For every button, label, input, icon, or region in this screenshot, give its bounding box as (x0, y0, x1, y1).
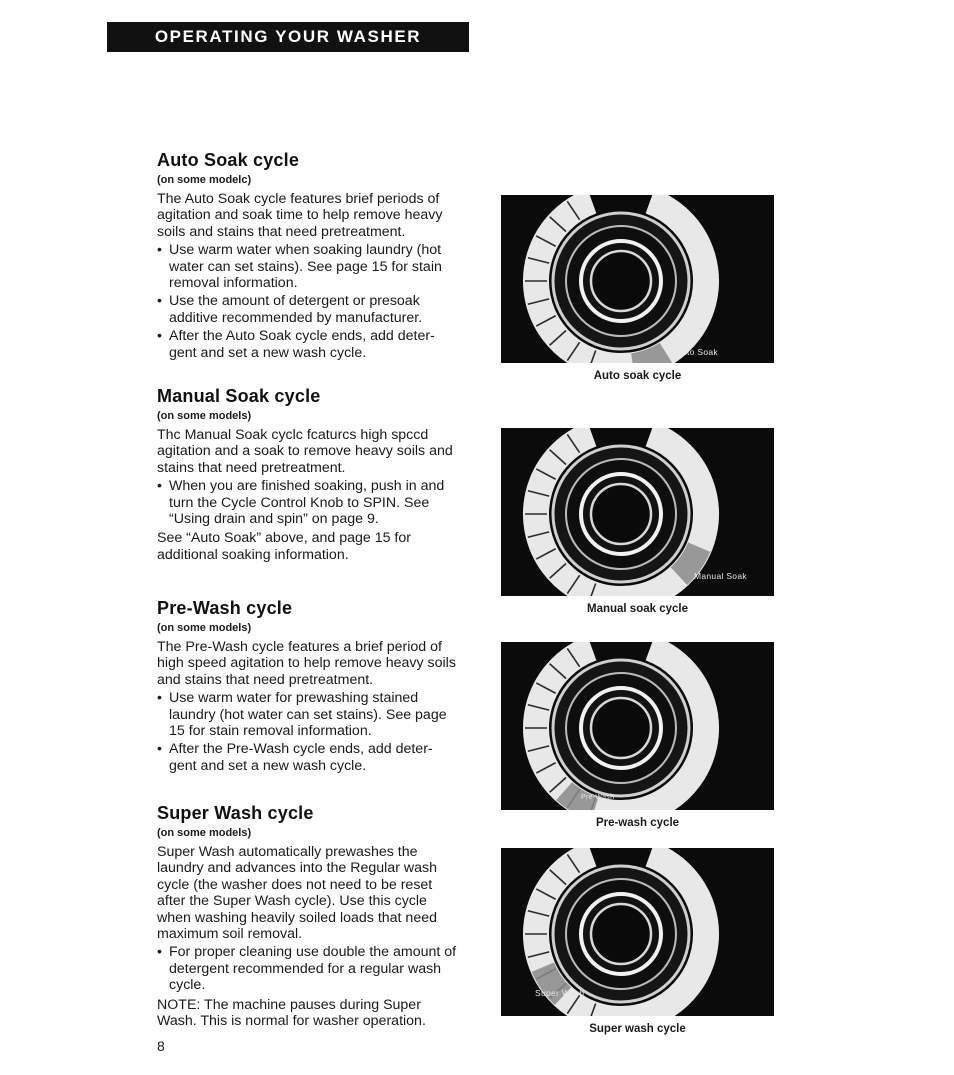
manual-soak-figure (501, 428, 774, 615)
knob-center (591, 698, 651, 758)
bullet-item: • When you are finished soaking, push in and turn the Cycle Control Knob to SPIN. See “Using drain and spin” on page 9. (157, 478, 457, 527)
figure-caption: Super wash cycle (589, 1023, 686, 1035)
section-subtitle: (on some modelc) (157, 174, 252, 186)
knob-center (591, 484, 651, 544)
dial-label: Pre-Wash (581, 794, 615, 801)
dial-label: Super Wash (535, 988, 585, 998)
section-subtitle: (on some models) (157, 622, 252, 634)
section-intro: Thc Manual Soak cyclc fcaturcs high spccd agitation and a soak to remove heavy soils and stains that need pretreatment. (157, 427, 453, 476)
section-subtitle: (on some models) (157, 410, 252, 422)
bullet-item: • After the Pre-Wash cycle ends, add deter- gent and set a new wash cycle. (157, 741, 457, 774)
bullet-item: • After the Auto Soak cycle ends, add deter- gent and set a new wash cycle. (157, 328, 457, 361)
auto-soak-figure (501, 195, 774, 382)
pre-wash-section (157, 598, 457, 776)
section-note: NOTE: The machine pauses during Super Wash. This is normal for washer operation. (157, 996, 426, 1030)
section-title: Manual Soak cycle (157, 386, 321, 406)
section-subtitle: (on some models) (157, 827, 252, 839)
cycle-knob-photo (501, 428, 774, 596)
cycle-knob-icon (501, 642, 774, 810)
bullet-item: • Use the amount of detergent or presoak additive recommended by manufacturer. (157, 293, 457, 326)
pre-wash-figure (501, 642, 774, 829)
figure-caption: Pre-wash cycle (595, 817, 680, 829)
section-title: Pre-Wash cycle (157, 598, 293, 618)
dial-label: Manual Soak (694, 571, 747, 581)
cycle-knob-photo (501, 848, 774, 1016)
section-note: See “Auto Soak” above, and page 15 for additional soaking information. (157, 530, 411, 563)
bullet-list (157, 242, 457, 361)
manual-soak-section (157, 386, 457, 563)
bullet-list (157, 690, 457, 774)
knob-center (591, 904, 651, 964)
section-title: Super Wash cycle (157, 803, 314, 823)
section-intro: Super Wash automatically prewashes the laundry and advances into the Regular wash cycle (the washer does not need to be reset after the Super Wash cycle). Use this cycle when washing heavily soiled loads that need maximum soil removal. (157, 844, 437, 943)
cycle-knob-photo (501, 642, 774, 810)
super-wash-section (157, 803, 457, 1029)
bullet-item: • Use warm water for prewashing stained laundry (hot water can set stains). See page 15 for stain removal information. (157, 690, 457, 739)
section-intro: The Pre-Wash cycle features a brief period of high speed agitation to help remove heavy soils and stains that need pretreatment. (157, 639, 456, 688)
cycle-knob-icon (501, 195, 774, 363)
figure-caption: Auto soak cycle (593, 370, 682, 382)
super-wash-figure (501, 848, 774, 1035)
dial-highlight (633, 353, 666, 363)
bullet-list (157, 944, 457, 993)
figure-caption: Manual soak cycle (587, 603, 688, 615)
page-number: 8 (157, 1038, 165, 1054)
bullet-item: • For proper cleaning use double the amount of detergent recommended for a regular wash cycle. (157, 944, 457, 993)
bullet-item: • Use warm water when soaking laundry (hot water can set stains). See page 15 for stain removal information. (157, 242, 457, 291)
dial-label: Auto Soak (676, 347, 718, 357)
section-intro: The Auto Soak cycle features brief periods of agitation and soak time to help remove heavy soils and stains that need pretreatment. (157, 191, 443, 240)
bullet-list (157, 478, 457, 527)
section-title: Auto Soak cycle (157, 150, 300, 170)
cycle-knob-photo (501, 195, 774, 363)
section-banner: OPERATING YOUR WASHER (107, 22, 469, 52)
knob-center (591, 251, 651, 311)
auto-soak-section (157, 150, 457, 363)
